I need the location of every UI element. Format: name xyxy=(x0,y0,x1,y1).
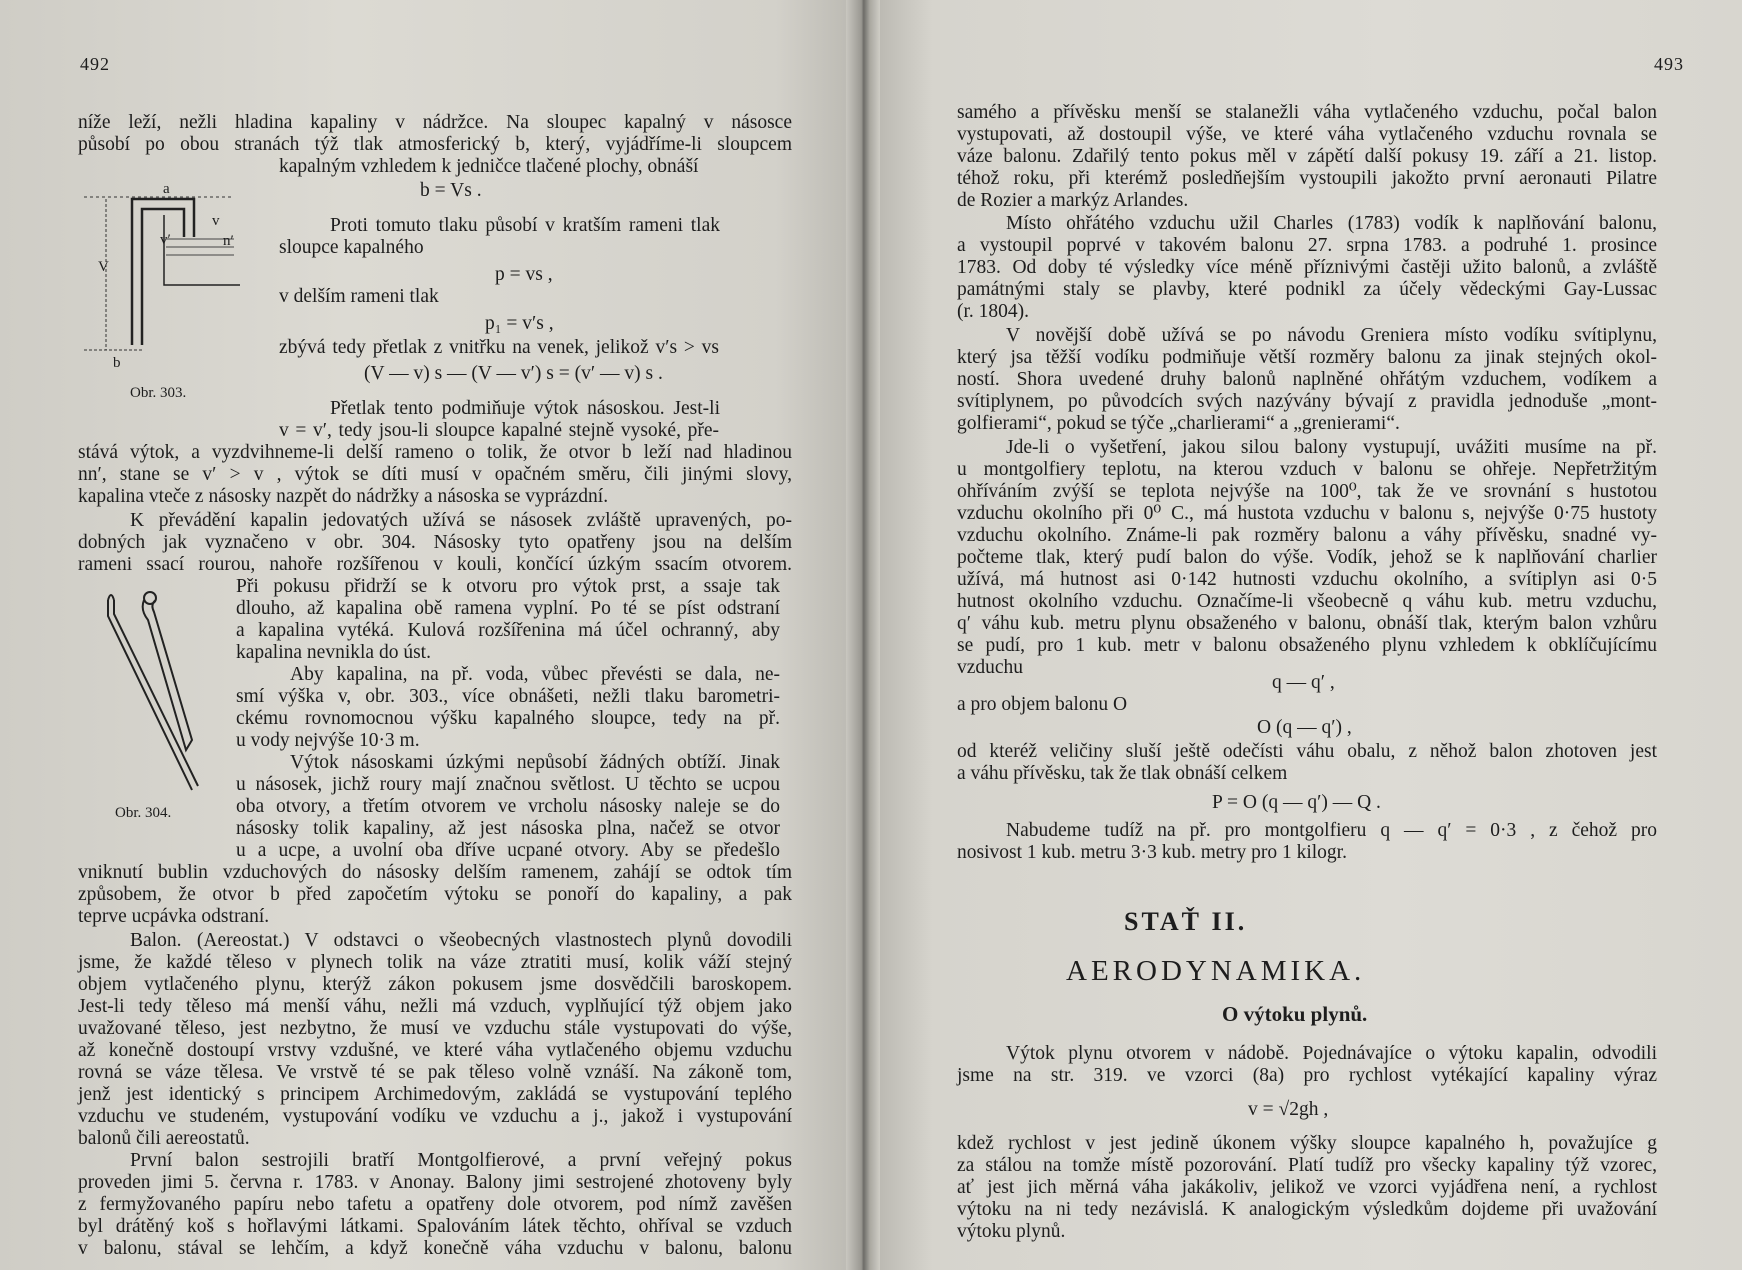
left-text-line: v = v′, tedy jsou-li sloupce kapalné stejně vysoké, pře- xyxy=(279,420,719,441)
left-text-line: proveden jimi 5. června r. 1783. v Anonay. Balony jimi sestrojené zhotoveny byly xyxy=(78,1172,792,1193)
left-text-line: objem vytlačeného plynu, kterýž zákon pokusem jsme dosvědčili baroskopem. xyxy=(78,974,792,995)
right-text-after-line: jsme na str. 319. ve vzorci (8a) pro rychlost vytékající kapaliny výraz xyxy=(957,1065,1657,1086)
right-text-line: de Rozier a markýz Arlandes. xyxy=(957,190,1189,211)
left-text-line: dlouho, až kapalina obě ramena vyplní. Po té se píst odstraní xyxy=(236,598,780,619)
book-spine xyxy=(846,0,880,1270)
left-text-line: Balon. (Aereostat.) V odstavci o všeobecných vlastnostech plynů dovodili xyxy=(130,930,792,951)
left-text-line: násosky tolik kapaliny, až jest násoska plna, načež se otvor xyxy=(236,818,780,839)
left-text-line: jsme, že každé těleso v plynech tolik na váze ztratiti musí, kolik váží stejný xyxy=(78,952,792,973)
left-text-line: stává výtok, a vyzdvihneme-li delší rameno o tolik, že otvor b leží nad hladinou xyxy=(78,442,792,463)
right-text-line: hutnost okolního vzduchu. Označíme-li všeobecně q váhu kub. metru vzduchu, xyxy=(957,591,1657,612)
right-text-line: ohříváním zvýší se teplota nejvýše na 100⁰, tak že ve srovnání s hustotou xyxy=(957,481,1657,502)
right-text-line: počteme tlak, který pudí balon do výše. Vodík, jehož se k naplňování charlier xyxy=(957,547,1657,568)
chapter-heading: STAŤ II. xyxy=(1124,907,1248,936)
left-text-line: níže leží, nežli hladina kapaliny v nádržce. Na sloupec kapalný v násosce xyxy=(78,112,792,133)
right-text-line: vzduchu xyxy=(957,657,1024,678)
left-text-line: Proti tomuto tlaku působí v kratším rameni tlak xyxy=(330,215,720,236)
left-text-line: u a ucpe, a uvolní oba dříve ucpané otvory. Aby se předešlo xyxy=(236,840,780,861)
right-text-line: 1783. Od doby té výsledky více méně příznivými častěji užito balonů, a zvláště xyxy=(957,257,1657,278)
fig303-label-b: b xyxy=(113,355,121,371)
left-text-line: působí po obou stranách týž tlak atmosferický b, který, vyjádříme-li sloupcem xyxy=(78,134,792,155)
left-text-line: kapalina vteče z násosky nazpět do nádržky a násoska se vyprázdní. xyxy=(78,486,609,507)
right-text-line: užívá, má hutnost asi 0·142 hutnosti vzduchu okolního, a svítiplyn asi 0·5 xyxy=(957,569,1657,590)
right-text-line: Místo ohřátého vzduchu užil Charles (1783) vodík k naplňování balonu, xyxy=(1006,213,1657,234)
right-text-line: se pudí, pro 1 kub. metr v balonu obsaženého plynu vzhledem k obklíčujícímu xyxy=(957,635,1657,656)
right-text-line: (r. 1804). xyxy=(957,301,1030,322)
left-text-line: K převádění kapalin jedovatých užívá se násosek zvláště upravených, po- xyxy=(130,510,792,531)
right-text-after-line: Výtok plynu otvorem v nádobě. Pojednávajíce o výtoku kapalin, odvodili xyxy=(1006,1043,1657,1064)
left-text-line: sloupce kapalného xyxy=(279,237,424,258)
left-text-line: dobných jak vyznačeno v obr. 304. Násosky tyto opatřeny jsou na delším xyxy=(78,532,792,553)
left-text-line: kapalina nevnikla do úst. xyxy=(236,642,431,663)
right-text-line: u montgolfiery teplotu, na kterou vzduch v balonu se ohřeje. Nepřetržitým xyxy=(957,459,1657,480)
right-text-line: vzduchu okolního. Známe-li pak rozměry balonu a váhy přívěsku, snadné vy- xyxy=(957,525,1657,546)
right-text-line: památnými staly se plavby, které podnikl za účely vědeckými Gay-Lussac xyxy=(957,279,1657,300)
fig303-caption: Obr. 303. xyxy=(130,385,187,401)
right-text-line: svítiplynem, po původcích svých nazývány bývají z pravidla jednoduše „mont- xyxy=(957,391,1657,412)
left-text-line: jenž jest identický s principem Archimedovým, zakládá se vystupování teplého xyxy=(78,1084,792,1105)
right-text-line: Jde-li o vyšetření, jakou silou balony vystupují, uvážiti musíme na př. xyxy=(1006,437,1657,458)
left-text-line: p₁ = v′s , xyxy=(485,313,554,334)
right-text-after-line: kdež rychlost v jest jedině úkonem výšky sloupce kapalného h, považujíce g xyxy=(957,1133,1657,1154)
right-text-line: váze balonu. Zdařilý tento pokus měl v zápětí další pokusy 19. září a 21. listop. xyxy=(957,146,1657,167)
right-text-line: Nabudeme tudíž na př. pro montgolfieru q — q′ = 0·3 , z čehož pro xyxy=(1006,820,1657,841)
subsection-heading: O výtoku plynů. xyxy=(1222,1002,1368,1026)
right-text-after-line: výtoku plynů. xyxy=(957,1221,1066,1242)
left-text-line: způsobem, že otvor b před započetím výtoku se ponoří do kapaliny, a pak xyxy=(78,884,792,905)
left-text-line: byl drátěný koš s hořlavými látkami. Spalováním látek těchto, ohříval se vzduch xyxy=(78,1216,792,1237)
left-text-line: b = Vs . xyxy=(420,180,482,201)
right-text-line: V novější době užívá se po návodu Greniera místo vodíku svítiplynu, xyxy=(1006,325,1657,346)
right-text-line: téhož roku, při kterémž posledňejším vystoupili jakožto první aeronauti Pilatre xyxy=(957,168,1657,189)
left-text-line: Výtok násoskami úzkými nepůsobí žádných obtíží. Jinak xyxy=(290,752,780,773)
right-text-line: vzduchu okolního při 0⁰ C., má hustota vzduchu v balonu s, nejvýše 0·75 hustoty xyxy=(957,503,1657,524)
left-text-line: rovná se váze tělesa. Ve vrstvě té se pak těleso volně vznáší. Na zákoně tom, xyxy=(78,1062,792,1083)
left-text-line: p = vs , xyxy=(495,264,553,285)
left-text-line: Přetlak tento podmiňuje výtok násoskou. Jest-li xyxy=(330,398,720,419)
left-text-line: v balonu, stával se lehčím, a když konečně váha vzduchu v balonu, balonu xyxy=(78,1238,792,1259)
left-text-line: smí výška v, obr. 303., více obnášeti, nežli tlaku barometri- xyxy=(236,686,780,707)
right-text-after-line: za stálou na tomže místě pozorování. Platí tudíž pro všecky kapaliny týž vzorec, xyxy=(957,1155,1657,1176)
left-text-line: u násosek, jichž roury mají značnou světlost. U těchto se ucpou xyxy=(236,774,780,795)
right-text-line: a vystoupil poprvé v takovém balonu 27. srpna 1783. a podruhé 1. prosince xyxy=(957,235,1657,256)
left-text-line: První balon sestrojili bratří Montgolfierové, a první veřejný pokus xyxy=(130,1150,792,1171)
fig303-label-v-prime: v′ xyxy=(160,232,171,248)
right-text-line: ností. Shora uvedené druhy balonů naplněné ohřátým vzduchem, vodíkem a xyxy=(957,369,1657,390)
left-text-line: oba otvory, a třetím otvorem ve vrcholu násosky naleje se do xyxy=(236,796,780,817)
left-text-line: u vody nejvýše 10·3 m. xyxy=(236,730,420,751)
right-text-line: q — q′ , xyxy=(1272,672,1335,693)
right-text-after-line: ať jest jich měrná váha jakákoliv, jelikož ve vzorci vyjádřena není, a rychlost xyxy=(957,1177,1657,1198)
right-text-line: od kteréž veličiny sluší ještě odečísti váhu obalu, z něhož balon zhotoven jest xyxy=(957,741,1657,762)
right-text-line: samého a přívěsku menší se stalanežli váha vytlačeného vzduchu, počal balon xyxy=(957,102,1657,123)
left-text-line: zbývá tedy přetlak z vnitřku na venek, jelikož v′s > vs xyxy=(279,337,719,358)
fig303-label-v: v xyxy=(212,213,220,229)
left-text-line: z fermyžovaného papíru nebo tafetu a opatřeny dole otvorem, pod nímž zavěšen xyxy=(78,1194,792,1215)
left-text-line: teprve ucpávka odstraní. xyxy=(78,906,270,927)
left-text-line: vzduchu ve studeném, vystupování vodíku ve vzduchu a j., jakož i vystupování xyxy=(78,1106,792,1127)
right-page-number: 493 xyxy=(1654,54,1684,74)
left-text-line: až konečně dostoupí vrstvy vzdušné, ve které váha vytlačeného objemu vzduchu xyxy=(78,1040,792,1061)
left-text-line: a kapalina vytéká. Kulová rozšířenina má účel ochranný, aby xyxy=(236,620,780,641)
fig303-label-a: a xyxy=(163,181,170,197)
left-page-number: 492 xyxy=(80,54,110,74)
fig303-label-V: V xyxy=(98,259,109,275)
right-text-line: který jsa těžší vodíku podmiňuje větší rozměry balonu za jinak stejných okol- xyxy=(957,347,1657,368)
left-text-line: Při pokusu přidrží se k otvoru pro výtok prst, a ssaje tak xyxy=(236,576,780,597)
section-heading: AERODYNAMIKA. xyxy=(1066,955,1366,987)
fig303-label-n-prime: n′ xyxy=(223,233,234,249)
right-text-after-line: v = √2gh , xyxy=(1248,1099,1329,1120)
left-text-line: nn′, stane se v′ > v , výtok se díti musí v opačném směru, čili jinými slovy, xyxy=(78,464,792,485)
right-text-line: nosivost 1 kub. metru 3·3 kub. metry pro 1 kilogr. xyxy=(957,842,1347,863)
left-text-line: Aby kapalina, na př. voda, vůbec převésti se dala, ne- xyxy=(290,664,780,685)
left-text-line: balonů čili aereostatů. xyxy=(78,1128,250,1149)
left-text-line: kapalným vzhledem k jedničce tlačené plochy, obnáší xyxy=(279,156,699,177)
left-text-line: Jest-li tedy těleso má menší váhu, nežli má vzduch, vyplňující týž objem jako xyxy=(78,996,792,1017)
fig304-caption: Obr. 304. xyxy=(115,805,172,821)
left-text-line: vniknutí bublin vzduchových do násosky delším ramenem, zahájí se odtok tím xyxy=(78,862,792,883)
right-text-line: a váhu přívěsku, tak že tlak obnáší celkem xyxy=(957,763,1288,784)
right-text-line: q′ váhu kub. metru plynu obsaženého v balonu, obnáší tlak, kterým balon vzhůru xyxy=(957,613,1657,634)
right-text-line: O (q — q′) , xyxy=(1257,717,1352,738)
left-text-line: uvažované těleso, jest nezbytno, že musí ve vzduchu stále vystupovati do výše, xyxy=(78,1018,792,1039)
right-text-line: a pro objem balonu O xyxy=(957,694,1128,715)
right-text-line: P = O (q — q′) — Q . xyxy=(1212,792,1381,813)
siphon-figure-304 xyxy=(100,590,220,800)
right-text-line: vystupovati, až dostoupil výše, ve které váha vytlačeného vzduchu rovnala se xyxy=(957,124,1657,145)
left-text-line: ckému rovnomocnou výšku kapalného sloupce, tedy na př. xyxy=(236,708,780,729)
left-text-line: rameni ssací rourou, nahoře rozšířenou v kouli, končící úzkým ssacím otvorem. xyxy=(78,554,792,575)
left-text-line: v delším rameni tlak xyxy=(279,286,439,307)
left-text-line: (V — v) s — (V — v′) s = (v′ — v) s . xyxy=(364,363,663,384)
right-text-after-line: výtoku na ni tedy nezávislá. K analogickým výsledkům dojdeme při uvažování xyxy=(957,1199,1657,1220)
right-text-line: golfierami“, pokud se týče „charlierami“ a „grenierami“. xyxy=(957,413,1400,434)
